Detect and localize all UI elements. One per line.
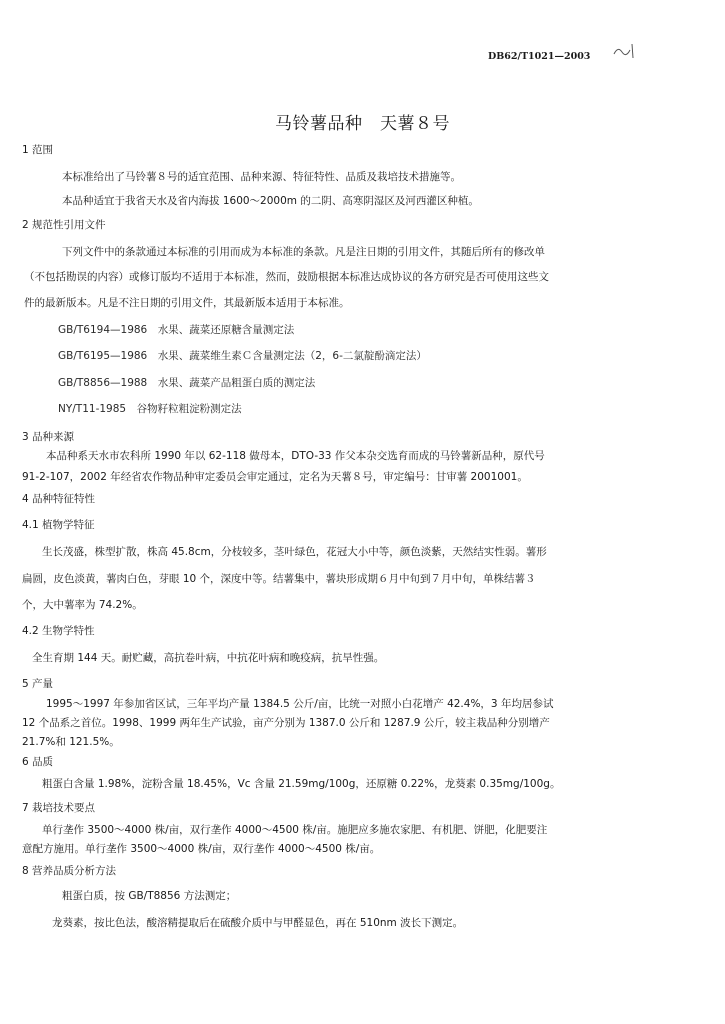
standard-number: DB62/T1021—2003 [488,51,591,62]
paragraph-line: 个，大中薯率为 74.2%。 [22,599,143,611]
section-heading-2: 2 规范性引用文件 [22,219,106,231]
paragraph-line: 龙葵素，按比色法，酸溶精提取后在硫酸介质中与甲醛显色，再在 510nm 波长下测定。 [52,917,464,929]
paragraph-line: 生长茂盛，株型扩散，株高 45.8cm，分枝较多，茎叶绿色，花冠大小中等，颜色淡紫，天然结实性弱。薯形 [42,546,547,558]
paragraph-line: 21.7%和 121.5%。 [22,736,120,748]
paragraph-line: 件的最新版本。凡是不注日期的引用文件，其最新版本适用于本标准。 [24,297,350,309]
paragraph-line: 粗蛋白含量 1.98%，淀粉含量 18.45%，Vc 含量 21.59mg/100g，还原糖 0.22%，龙葵素 0.35mg/100g。 [42,778,561,790]
page-corner-mark [612,40,638,62]
reference-item: GB/T6195—1986 水果、蔬菜维生素Ｃ含量测定法（2，6-二氯靛酚滴定法） [58,350,427,362]
paragraph-line: 12 个品系之首位。1998、1999 两年生产试验，亩产分别为 1387.0 公斤和 1287.9 公斤，较主栽品种分别增产 [22,717,550,729]
document-title: 马铃薯品种 天薯８号 [275,114,450,134]
section-heading-4: 4 品种特征特性 [22,493,96,505]
paragraph-line: 意配方施用。单行垄作 3500～4000 株/亩，双行垄作 4000～4500 株/亩。 [22,843,381,855]
paragraph-line: 单行垄作 3500～4000 株/亩，双行垄作 4000～4500 株/亩。施肥应多施农家肥、有机肥、饼肥，化肥要注 [42,824,548,836]
reference-item: GB/T8856—1988 水果、蔬菜产品粗蛋白质的测定法 [58,377,316,389]
paragraph-line: 扁圆，皮色淡黄，薯肉白色，芽眼 10 个，深度中等。结薯集中，薯块形成期６月中旬到７月中旬，单株结薯３ [22,573,536,585]
paragraph-line: 本品种适宜于我省天水及省内海拔 1600～2000m 的二阴、高寒阴湿区及河西灌区种植。 [62,195,479,207]
paragraph-line: 粗蛋白质，按 GB/T8856 方法测定； [62,890,237,902]
paragraph-line: 1995～1997 年参加省区试，三年平均产量 1384.5 公斤/亩，比统一对照小白花增产 42.4%，3 年均居参试 [46,698,554,710]
section-heading-8: 8 营养品质分析方法 [22,865,117,877]
paragraph-line: 下列文件中的条款通过本标准的引用而成为本标准的条款。凡是注日期的引用文件，其随后所有的修改单 [62,246,545,258]
section-heading-6: 6 品质 [22,756,54,768]
paragraph-line: 91-2-107，2002 年经省农作物品种审定委员会审定通过，定名为天薯８号，审定编号：甘审薯 2001001。 [22,471,528,483]
section-heading-3: 3 品种来源 [22,431,75,443]
section-heading-1: 1 范围 [22,144,54,156]
subsection-heading-4-1: 4.1 植物学特征 [22,519,95,531]
paragraph-line: 全生育期 144 天。耐贮藏，高抗卷叶病，中抗花叶病和晚疫病，抗旱性强。 [32,652,385,664]
section-heading-7: 7 栽培技术要点 [22,802,96,814]
paragraph-line: （不包括勘误的内容）或修订版均不适用于本标准，然而，鼓励根据本标准达成协议的各方研究是否可使用这些文 [24,271,549,283]
section-heading-5: 5 产量 [22,678,54,690]
paragraph-line: 本标准给出了马铃薯８号的适宜范围、品种来源、特征特性、品质及栽培技术措施等。 [62,171,461,183]
paragraph-line: 本品种系天水市农科所 1990 年以 62-118 做母本，DTO-33 作父本杂交选育而成的马铃薯新品种，原代号 [46,450,545,462]
subsection-heading-4-2: 4.2 生物学特性 [22,625,95,637]
reference-item: NY/T11-1985 谷物籽粒粗淀粉测定法 [58,403,242,415]
reference-item: GB/T6194—1986 水果、蔬菜还原糖含量测定法 [58,324,295,336]
